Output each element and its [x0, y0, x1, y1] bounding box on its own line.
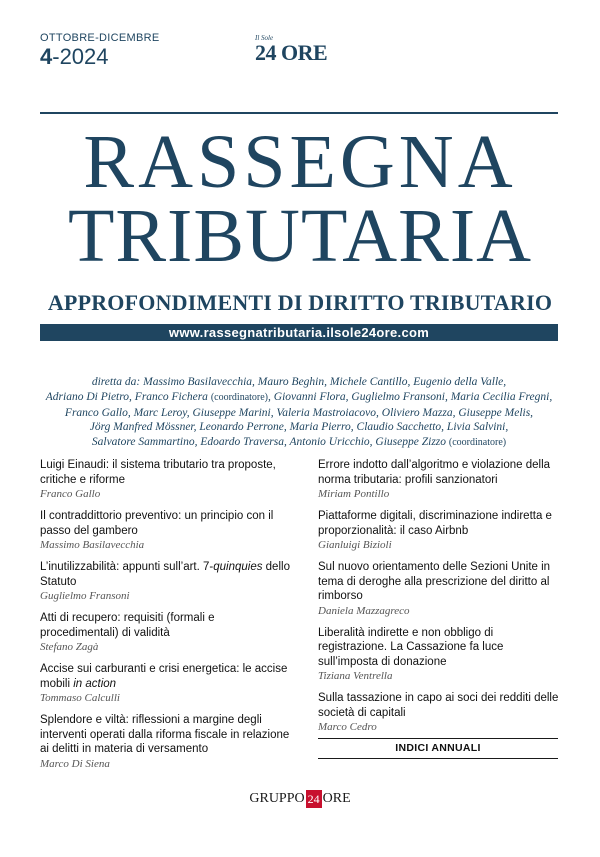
- article-item: [40, 611, 295, 654]
- articles-left-column: [40, 458, 295, 779]
- article-item: [318, 626, 563, 684]
- articles-right-column: [318, 458, 563, 742]
- article-title: Splendore e viltà: riflessioni a margine degli interventi operati dalla riforma fiscale in relazione ai delitti in materia di versamento: [40, 714, 290, 755]
- article-item: [318, 458, 563, 501]
- article-title-italic: quinquies: [213, 561, 263, 573]
- article-title: Errore indotto dall’algoritmo e violazione della norma tributaria: profili sanzionatori: [318, 459, 551, 486]
- directors-line: [40, 390, 558, 406]
- article-title-italic: in action: [73, 677, 117, 690]
- directors-line: Jörg Manfred Mössner, Leonardo Perrone, Maria Pierro, Claudio Sacchetto, Livia Salvini,: [89, 421, 509, 434]
- article-author: Guglielmo Fransoni: [40, 590, 130, 602]
- indici-annuali: INDICI ANNUALI: [395, 742, 481, 754]
- directors-text: , Giovanni Flora, Guglielmo Fransoni, Maria Cecilia Fregni,: [268, 390, 553, 403]
- directors-line: [40, 435, 558, 451]
- article-item: [318, 560, 563, 618]
- article-item: [40, 560, 295, 603]
- website-link[interactable]: www.rassegnatributaria.ilsole24ore.com: [40, 324, 558, 341]
- sole-logo-small: Il Sole: [255, 34, 274, 42]
- article-title: Sulla tassazione in capo ai soci dei redditi delle società di capitali: [318, 692, 559, 719]
- issue-period: OTTOBRE-DICEMBRE: [40, 32, 160, 44]
- article-author: Massimo Basilavecchia: [40, 539, 145, 551]
- directors-line: diretta da: Massimo Basilavecchia, Mauro Beghin, Michele Cantillo, Eugenio della Valle,: [91, 376, 507, 388]
- article-title-text: Accise sui carburanti e crisi energetica: le accise mobili: [40, 663, 288, 690]
- article-title: Il contraddittorio preventivo: un principio con il passo del gambero: [40, 510, 274, 537]
- il-sole-24-ore-logo: [255, 34, 327, 65]
- article-title: Atti di recupero: requisiti (formali e procedimentali) di validità: [40, 612, 215, 639]
- article-item: [40, 509, 295, 552]
- publisher-box: 24: [307, 792, 320, 806]
- article-title-text: L’inutilizzabilità: appunti sull’art. 7-: [40, 561, 214, 573]
- article-item: [40, 662, 295, 705]
- article-title-text: dello Statuto: [40, 561, 290, 588]
- article-author: Tommaso Calculli: [40, 692, 120, 704]
- article-author: Daniela Mazzagreco: [318, 604, 410, 617]
- article-title: Luigi Einaudi: il sistema tributario tra proposte, critiche e riforme: [40, 459, 276, 486]
- article-author: Gianluigi Bizioli: [318, 539, 392, 551]
- directors-line: Franco Gallo, Marc Leroy, Giuseppe Marini, Valeria Mastroiacovo, Oliviero Mazza, Giuseppe Melis,: [64, 406, 534, 419]
- publisher-post: ORE: [322, 791, 351, 806]
- sole-logo-big: 24 ORE: [255, 40, 328, 65]
- masthead-line-1: RASSEGNA: [83, 120, 517, 204]
- article-author: Marco Cedro: [318, 721, 377, 733]
- masthead-line-2: TRIBUTARIA: [67, 194, 533, 278]
- article-author: Franco Gallo: [40, 488, 101, 500]
- issue-info: [40, 32, 160, 68]
- issue-year: -2024: [52, 44, 109, 69]
- article-item: [318, 691, 563, 734]
- directors-text: Adriano Di Pietro, Franco Fichera: [45, 390, 208, 403]
- indici-divider-top: [318, 738, 558, 739]
- indici-divider-bottom: [318, 758, 558, 759]
- article-author: Stefano Zagà: [40, 641, 99, 653]
- issue-number: [40, 46, 160, 68]
- directors-text: Salvatore Sammartino, Edoardo Traversa, Antonio Uricchio, Giuseppe Zizzo: [91, 436, 447, 449]
- article-title: Liberalità indirette e non obbligo di registrazione. La Cassazione fa luce sull’imposta di donazione: [318, 626, 504, 668]
- article-author: Tiziana Ventrella: [318, 670, 393, 682]
- coordinator-note: (coordinatore): [210, 391, 269, 403]
- article-title: Sul nuovo orientamento delle Sezioni Unite in tema di deroghe alla prescrizione del diritto al rimborso: [318, 561, 551, 602]
- article-item: [40, 713, 295, 771]
- article-item: [318, 509, 563, 552]
- article-title: Piattaforme digitali, discriminazione indiretta e proporzionalità: il caso Airbnb: [318, 510, 552, 537]
- article-author: Miriam Pontillo: [318, 488, 390, 500]
- issue-number-value: 4: [40, 44, 53, 69]
- article-author: Marco Di Siena: [40, 757, 110, 770]
- coordinator-note: (coordinatore): [448, 437, 507, 449]
- publisher-pre: GRUPPO: [249, 791, 305, 806]
- article-title: [40, 560, 295, 589]
- top-divider: [40, 112, 558, 114]
- subtitle: APPROFONDIMENTI DI DIRITTO TRIBUTARIO: [47, 290, 553, 315]
- article-item: [40, 458, 295, 501]
- directors-block: [40, 375, 558, 451]
- gruppo-24-ore-logo: [0, 790, 600, 808]
- article-title: [40, 662, 295, 691]
